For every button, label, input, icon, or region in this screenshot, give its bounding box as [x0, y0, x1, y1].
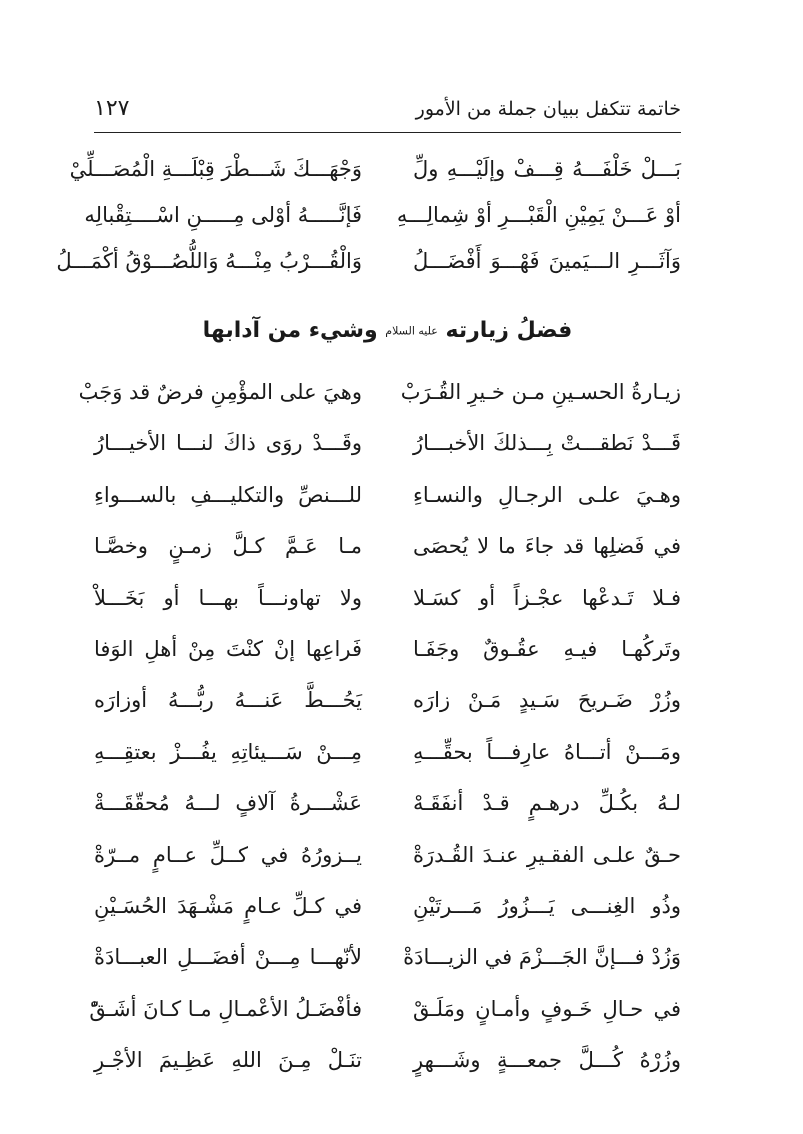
- verse-second-hemistich: وَجْهَـــكَ شَـــطْرَ قِبْلَـــةِ الْمُصَـــلِّيْ: [69, 157, 362, 181]
- verse-row: [94, 894, 681, 945]
- verse-second-hemistich: ولا تهاونـــاً بهـــا أو بَخَـــلاْ: [94, 585, 362, 610]
- verse-first-hemistich: حـقٌ علـى الفقـيرِ عنـدَ القُـدرَةْ: [413, 842, 681, 867]
- verse-row: [78, 380, 681, 431]
- verse-first-hemistich: قَـــدْ نَطقـــتْ بِـــذلكَ الأخبـــارُ: [413, 431, 681, 456]
- verse-second-hemistich: لأنّهـــا مِـــنْ أفضَـــلِ العبـــادَةْ: [94, 945, 362, 970]
- verse-first-hemistich: وزُرْ ضَـريحَ سَـيدٍ مَـنْ زارَه: [413, 688, 681, 713]
- verse-first-hemistich: في حـالِ خَـوفٍ وأمـانٍ ومَلَـقْ: [413, 996, 681, 1021]
- verse-second-hemistich: مـا عَـمَّ كـلَّ زمـنٍ وخصَّـا: [94, 534, 362, 559]
- verse-first-hemistich: وهـيَ علـى الرجـالِ والنسـاءِ: [413, 482, 681, 507]
- verse-second-hemistich: وقَـــدْ روَى ذاكَ لنـــا الأخيـــارُ: [94, 431, 362, 456]
- verse-second-hemistich: تنَـلْ مِـنَ اللهِ عَظِـيمَ الأجْـرِ: [94, 1048, 362, 1073]
- verse-first-hemistich: وتَركُهـا فيـهِ عقُـوقٌ وجَفَـا: [413, 636, 681, 661]
- verse-first-hemistich: فـلا تَـدعْها عجْـزاً أو كسَـلا: [413, 585, 681, 610]
- verse-first-hemistich: وزُرْهُ كُـــلَّ جمعـــةٍ وشَـــهرٍ: [413, 1048, 681, 1073]
- section-heading-start: فضلُ زيارته: [445, 318, 573, 343]
- page-header: [94, 92, 681, 133]
- verse-row: [84, 203, 681, 249]
- verse-row: [69, 157, 681, 203]
- section-heading-end: وشيء من آدابها: [202, 318, 378, 343]
- section-heading: [94, 318, 681, 343]
- verse-row: [94, 688, 681, 739]
- verse-row: [94, 534, 681, 585]
- top-verses: [56, 157, 681, 295]
- verse-row: [94, 483, 681, 534]
- running-title: خاتمة تتكفل ببيان جملة من الأمور: [415, 98, 681, 120]
- verse-second-hemistich: للـــنصِّ والتكليـــفِ بالســـواءِ: [94, 482, 362, 507]
- verse-second-hemistich: فَإنَّـــــهُ أوْلى مِـــــنِ اسْــــتِقْبالِه: [84, 203, 362, 227]
- verse-second-hemistich: مِـــنْ سَـــيئاتِهِ يفُـــزْ بعتقِـــهِ: [94, 739, 362, 764]
- verse-first-hemistich: زيـارةُ الحسـينِ مـن خـيرِ القُـرَبْ: [400, 380, 681, 404]
- verse-second-hemistich: فَراعِها إنْ كنْتَ مِنْ أهلِ الوَفا: [94, 636, 362, 661]
- verse-first-hemistich: بَـــلْ خَلْفَـــهُ قِـــفْ وإلَيْـــهِ ولِّ: [413, 157, 681, 181]
- verse-second-hemistich: فأفْضَـلُ الأعْمـالِ مـا كـانَ أشَـقّْ: [89, 996, 362, 1021]
- verse-row: [89, 996, 681, 1048]
- verse-row: [94, 586, 681, 637]
- verse-first-hemistich: ومَـــنْ أتـــاهُ عارِفـــاً بحقِّـــهِ: [413, 739, 681, 764]
- verse-first-hemistich: أوْ عَـــنْ يَمِيْنِ الْقَبْـــرِ أوْ شِمالِـــهِ: [396, 203, 681, 227]
- verse-row: [94, 791, 681, 842]
- verse-first-hemistich: وَزُدْ فـــإنَّ الجَـــزْمَ في الزيـــادَةْ: [403, 945, 681, 970]
- salutation-mark: عليه السلام: [385, 324, 438, 338]
- verse-second-hemistich: يــزورُهُ في كــلِّ عــامٍ مــرّةْ: [94, 842, 362, 867]
- verse-row: [94, 843, 681, 894]
- verse-second-hemistich: وَالْقُـــرْبُ مِنْـــهُ وَاللُّصُـــوْقُ أكْمَـــلُ: [56, 249, 362, 273]
- verse-second-hemistich: في كـلِّ عـامٍ مَشْـهَدَ الحُسَـيْنِ: [94, 893, 362, 918]
- verse-row: [94, 431, 681, 482]
- verse-second-hemistich: يَحُـــطَّ عَنـــهُ ربُّـــهُ أوزارَه: [94, 688, 362, 713]
- verse-second-hemistich: عَشْـــرةُ آلافٍ لـــهُ مُحقّقَـــةْ: [94, 791, 362, 816]
- verse-row: [94, 1048, 681, 1099]
- verse-first-hemistich: في فَضلِها قد جاءَ ما لا يُحصَى: [413, 534, 681, 559]
- verse-row: [56, 249, 681, 295]
- verse-first-hemistich: وَآثَـــرِ الـــيَمينَ فَهْـــوَ أَفْضَـــلُ: [413, 249, 681, 273]
- verse-second-hemistich: وهيَ على المؤْمِنِ فرضٌ قد وَجَبْ: [78, 380, 362, 404]
- verse-first-hemistich: لـهُ بكُـلِّ درهـمٍ قـدْ أنفَقَـهْ: [413, 791, 681, 816]
- verse-first-hemistich: وذُو الغِنـــى يَـــزُورُ مَـــرتَيْنِ: [413, 893, 681, 918]
- main-verses: [78, 380, 681, 1099]
- page-number: ١٢٧: [94, 96, 130, 121]
- verse-row: [94, 945, 681, 996]
- verse-row: [94, 637, 681, 688]
- verse-row: [94, 740, 681, 791]
